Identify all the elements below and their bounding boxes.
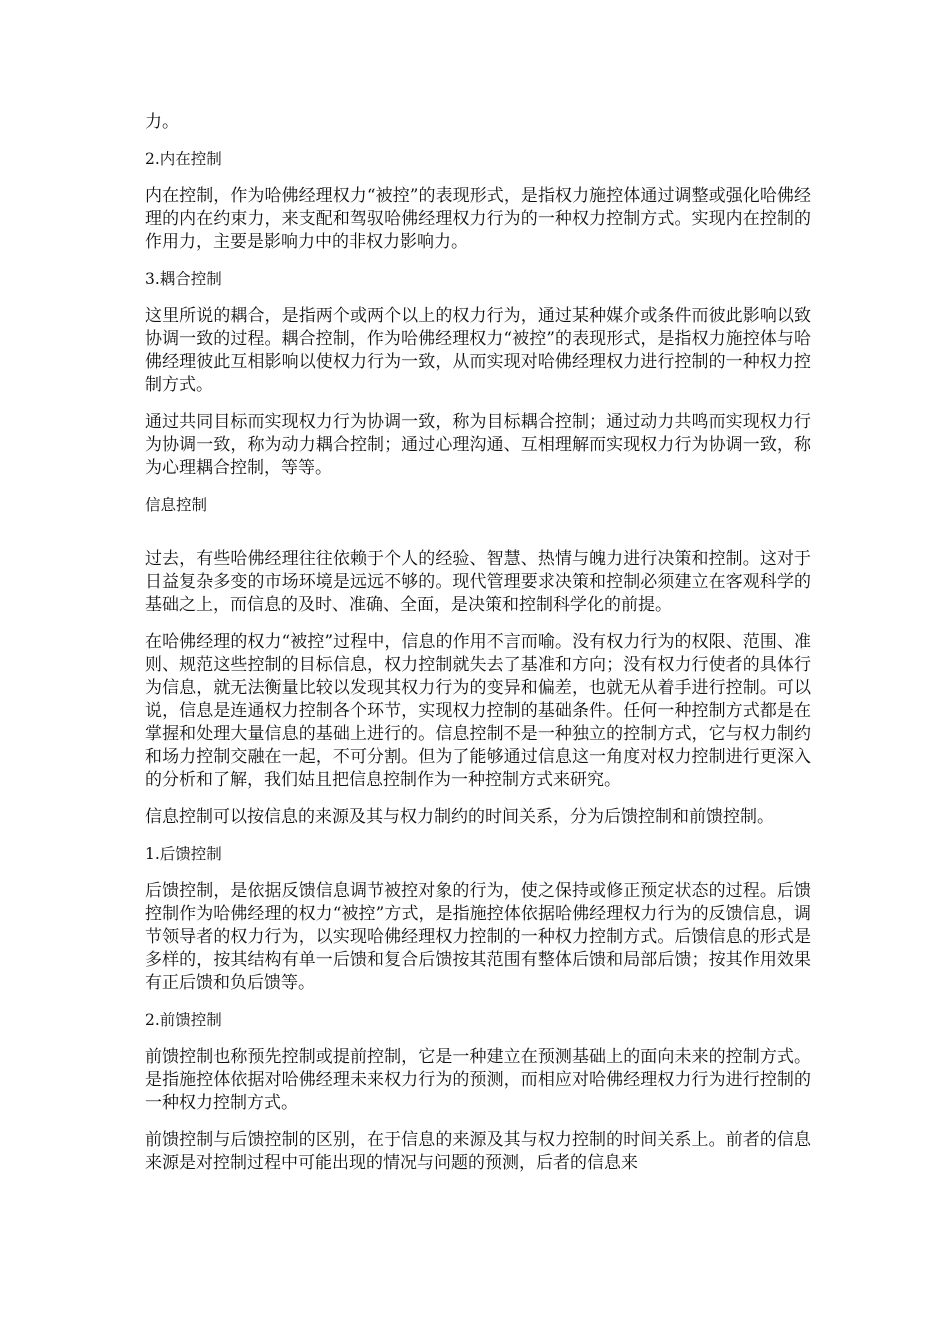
document-body [145,111,811,1189]
paragraph: 前馈控制与后馈控制的区别，在于信息的来源及其与权力控制的时间关系上。前者的信息来源是对控制过程中可能出现的情况与问题的预测，后者的信息来 [145,1130,811,1173]
paragraph: 内在控制，作为哈佛经理权力“被控”的表现形式，是指权力施控体通过调整或强化哈佛经理的内在约束力，来支配和驾驭哈佛经理权力行为的一种权力控制方式。实现内在控制的作用力，主要是影响力中的非权力影响力。 [145,186,811,252]
subheading-feedback-control: 1.后馈控制 [145,845,222,863]
paragraph: 前馈控制也称预先控制或提前控制，它是一种建立在预测基础上的面向未来的控制方式。是指施控体依据对哈佛经理未来权力行为的预测，而相应对哈佛经理权力行为进行控制的一种权力控制方式。 [145,1047,811,1113]
subheading-feedforward-control: 2.前馈控制 [145,1011,222,1029]
paragraph: 在哈佛经理的权力“被控”过程中，信息的作用不言而喻。没有权力行为的权限、范围、准则、规范这些控制的目标信息，权力控制就失去了基准和方向；没有权力行使者的具体行为信息，就无法衡量比较以发现其权力行为的变异和偏差，也就无从着手进行控制。可以说，信息是连通权力控制各个环节，实现权力控制的基础条件。任何一种控制方式都是在掌握和处理大量信息的基础上进行的。信息控制不是一种独立的控制方式，它与权力制约和场力控制交融在一起，不可分割。但为了能够通过信息这一角度对权力控制进行更深入的分析和了解，我们姑且把信息控制作为一种控制方式来研究。 [145,632,811,790]
subheading-internal-control: 2.内在控制 [145,150,222,168]
paragraph: 信息控制可以按信息的来源及其与权力制约的时间关系，分为后馈控制和前馈控制。 [145,807,774,827]
paragraph: 通过共同目标而实现权力行为协调一致，称为目标耦合控制；通过动力共鸣而实现权力行为协调一致，称为动力耦合控制；通过心理沟通、互相理解而实现权力行为协调一致，称为心理耦合控制，等等。 [145,412,811,478]
paragraph: 力。 [145,112,179,132]
subheading-coupling-control: 3.耦合控制 [145,270,222,288]
paragraph: 这里所说的耦合，是指两个或两个以上的权力行为，通过某种媒介或条件而彼此影响以致协调一致的过程。耦合控制，作为哈佛经理权力“被控”的表现形式，是指权力施控体与哈佛经理彼此互相影响以使权力行为一致，从而实现对哈佛经理权力进行控制的一种权力控制方式。 [145,306,811,395]
section-heading-information-control: 信息控制 [145,496,208,514]
paragraph: 过去，有些哈佛经理往往依赖于个人的经验、智慧、热情与魄力进行决策和控制。这对于日益复杂多变的市场环境是远远不够的。现代管理要求决策和控制必须建立在客观科学的基础之上，而信息的及时、准确、全面，是决策和控制科学化的前提。 [145,549,811,615]
paragraph: 后馈控制，是依据反馈信息调节被控对象的行为，使之保持或修正预定状态的过程。后馈控制作为哈佛经理的权力“被控”方式，是指施控体依据哈佛经理权力行为的反馈信息，调节领导者的权力行为，以实现哈佛经理权力控制的一种权力控制方式。后馈信息的形式是多样的，按其结构有单一后馈和复合后馈按其范围有整体后馈和局部后馈；按其作用效果有正后馈和负后馈等。 [145,881,811,993]
